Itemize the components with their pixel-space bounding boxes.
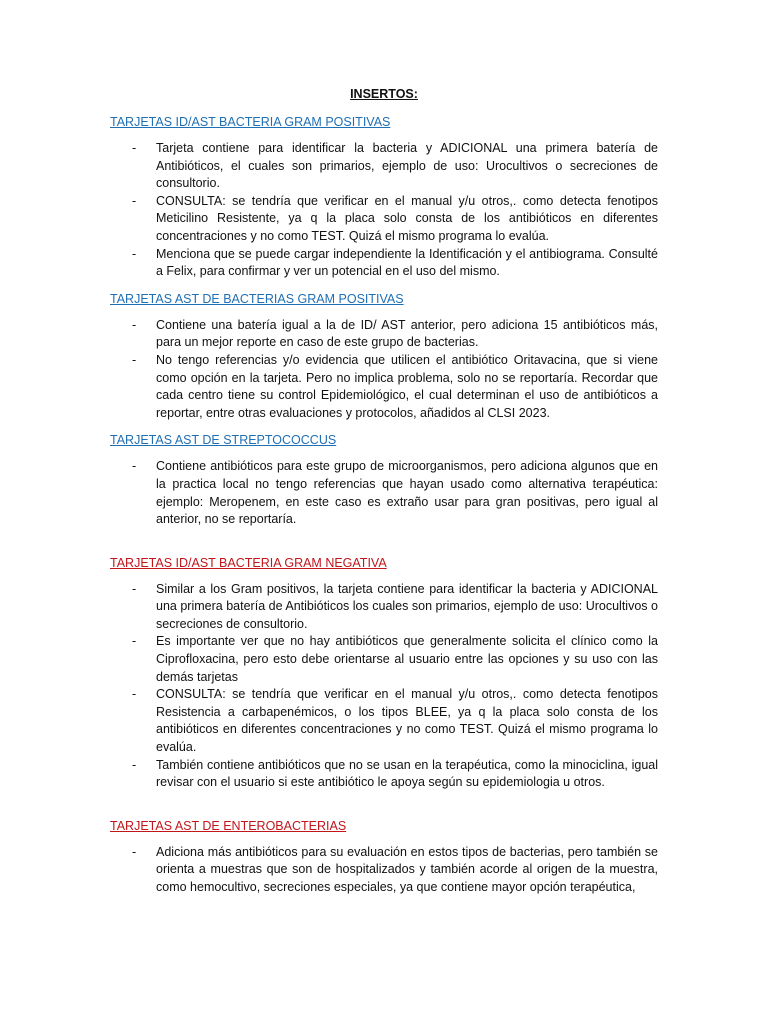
list-item bbox=[110, 140, 658, 193]
bullet-dash: - bbox=[132, 634, 137, 649]
list-item bbox=[110, 317, 658, 352]
section-ast-enterobacterias bbox=[110, 818, 658, 897]
bullet-dash: - bbox=[132, 141, 137, 155]
section-id-ast-gram-positivas bbox=[110, 114, 658, 281]
item-text: También contiene antibióticos que no se usan en la terapéutica, como la minociclina, igual revisar con el usuario si este antibiótico le apoya según su epidemiologia u otros. bbox=[156, 757, 658, 790]
item-text: Similar a los Gram positivos, la tarjeta contiene para identificar la bacteria y ADICIONAL una primera batería de Antibióticos los cuales son primarios, ejemplo de uso: Urocultivos o secreciones de consultorio. bbox=[156, 581, 658, 631]
bullet-dash: - bbox=[132, 844, 137, 859]
document-title: INSERTOS: bbox=[350, 87, 418, 101]
item-text: CONSULTA: se tendría que verificar en el manual y/u otros,. como detecta fenotipos Meticilino Resistente, ya q la placa solo consta de los antibióticos en diferentes concentraciones y no como TEST. Quizá el mismo programa lo evalúa. bbox=[156, 193, 658, 243]
section-heading: TARJETAS AST DE BACTERIAS GRAM POSITIVAS bbox=[110, 291, 404, 306]
item-list bbox=[110, 458, 658, 528]
list-item bbox=[110, 352, 658, 422]
list-item bbox=[110, 757, 658, 792]
list-item bbox=[110, 458, 658, 528]
item-text: CONSULTA: se tendría que verificar en el manual y/u otros,. como detecta fenotipos Resistencia a carbapenémicos, o los tipos BLEE, ya q la placa solo consta de los antibióticos en diferentes concentraciones y no como TEST. Quizá el mismo programa lo evalúa. bbox=[156, 687, 658, 755]
bullet-dash: - bbox=[132, 246, 137, 261]
item-text: Contiene una batería igual a la de ID/ AST anterior, pero adiciona 15 antibióticos más, para un mejor reporte en caso de este grupo de bacterias. bbox=[156, 317, 658, 350]
section-heading: TARJETAS AST DE ENTEROBACTERIAS bbox=[110, 818, 347, 833]
item-text: No tengo referencias y/o evidencia que utilicen el antibiótico Oritavacina, que si viene como opción en la tarjeta. Pero no implica problema, solo no se reportaría. Recordar que cada centro tiene su control Epidemiológico, el cual determinan el uso de antibióticos a reportar, entre otras evaluaciones y protocolos, añadidos al CLSI 2023. bbox=[156, 352, 658, 420]
bullet-dash: - bbox=[132, 193, 137, 208]
bullet-dash: - bbox=[132, 459, 137, 474]
item-list bbox=[110, 140, 658, 281]
bullet-dash: - bbox=[132, 352, 137, 367]
item-text: Es importante ver que no hay antibióticos que generalmente solicita el clínico como la Ciprofloxacina, pero esto debe orientarse al usuario entre las opciones y su uso con las demás tarjetas bbox=[156, 634, 658, 684]
section-heading: TARJETAS AST DE STREPTOCOCCUS bbox=[110, 433, 337, 448]
list-item bbox=[110, 844, 658, 897]
bullet-dash: - bbox=[132, 687, 137, 702]
list-item bbox=[110, 581, 658, 634]
section-heading: TARJETAS ID/AST BACTERIA GRAM NEGATIVA bbox=[110, 555, 387, 570]
section-ast-gram-positivas bbox=[110, 291, 658, 423]
item-text: Menciona que se puede cargar independiente la Identificación y el antibiograma. Consulté a Felix, para confirmar y ver un potencial en el uso del mismo. bbox=[156, 246, 658, 279]
bullet-dash: - bbox=[132, 581, 137, 596]
bullet-dash: - bbox=[132, 757, 137, 772]
list-item bbox=[110, 246, 658, 281]
section-ast-streptococcus bbox=[110, 432, 658, 528]
item-text: Contiene antibióticos para este grupo de microorganismos, pero adiciona algunos que en la practica local no tengo referencias que hayan usado como alternativa terapéutica: ejemplo: Meropenem, en este caso es extraño usar para gran positivas, pero igual al anterior, no se reportaría. bbox=[156, 459, 658, 527]
item-text: Adiciona más antibióticos para su evaluación en estos tipos de bacterias, pero también se orienta a muestras que son de hospitalizados y también acorde al origen de la muestra, como hemocultivo, secreciones especiales, ya que contiene mayor opción terapéutica, bbox=[156, 844, 658, 894]
list-item bbox=[110, 193, 658, 246]
item-list bbox=[110, 317, 658, 423]
item-list bbox=[110, 844, 658, 897]
list-item bbox=[110, 686, 658, 756]
bullet-dash: - bbox=[132, 317, 137, 332]
item-text: Tarjeta contiene para identificar la bacteria y ADICIONAL una primera batería de Antibióticos, el cuales son primarios, ejemplo de uso: Urocultivos o secreciones de consultorio. bbox=[156, 141, 658, 191]
section-id-ast-gram-negativa bbox=[110, 555, 658, 792]
list-item bbox=[110, 633, 658, 686]
item-list bbox=[110, 581, 658, 792]
section-heading: TARJETAS ID/AST BACTERIA GRAM POSITIVAS bbox=[110, 115, 391, 129]
